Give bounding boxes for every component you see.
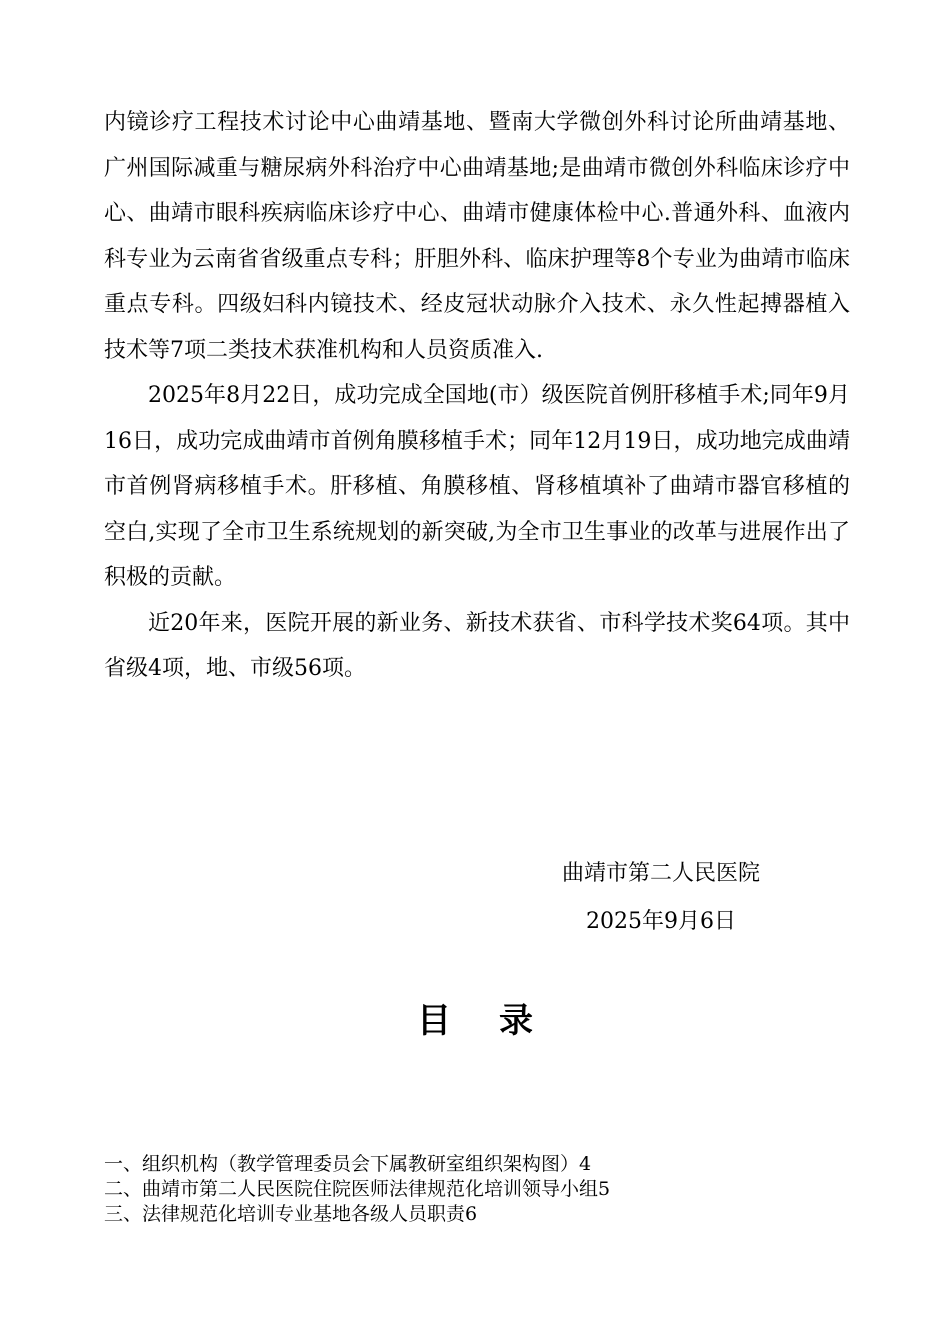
paragraph-1: 内镜诊疗工程技术讨论中心曲靖基地、暨南大学微创外科讨论所曲靖基地、广州国际减重与糖尿病外科治疗中心曲靖基地;是曲靖市微创外科临床诊疗中心、曲靖市眼科疾病临床诊疗中心、曲靖市健康体检中心.普通外科、血液内科专业为云南省省级重点专科；肝胆外科、临床护理等8个专业为曲靖市临床重点专科。四级妇科内镜技术、经皮冠状动脉介入技术、永久性起搏器植入技术等7项二类技术获准机构和人员资质准入.: [104, 110, 850, 363]
toc-item[interactable]: 一、组织机构（教学管理委员会下属教研室组织架构图）4: [104, 1153, 592, 1175]
toc-list: [104, 1152, 864, 1227]
toc-item[interactable]: 二、曲靖市第二人民医院住院医师法律规范化培训领导小组5: [104, 1178, 611, 1200]
signature-block: [540, 850, 810, 946]
signature-organization: 曲靖市第二人民医院: [562, 861, 761, 886]
paragraph-3: 近20年来，医院开展的新业务、新技术获省、市科学技术奖64项。其中省级4项，地、市级56项。: [104, 610, 850, 681]
body-text: [104, 100, 850, 692]
toc-title: 目录: [417, 1001, 581, 1041]
toc-item[interactable]: 三、法律规范化培训专业基地各级人员职责6: [104, 1203, 478, 1225]
signature-date: 2025年9月6日: [586, 909, 736, 934]
paragraph-2: 2025年8月22日，成功完成全国地(市）级医院首例肝移植手术;同年9月16日，成功完成曲靖市首例角膜移植手术；同年12月19日，成功地完成曲靖市首例肾病移植手术。肝移植、角膜移植、肾移植填补了曲靖市器官移植的空白,实现了全市卫生系统规划的新突破,为全市卫生事业的改革与进展作出了积极的贡献。: [104, 383, 850, 590]
